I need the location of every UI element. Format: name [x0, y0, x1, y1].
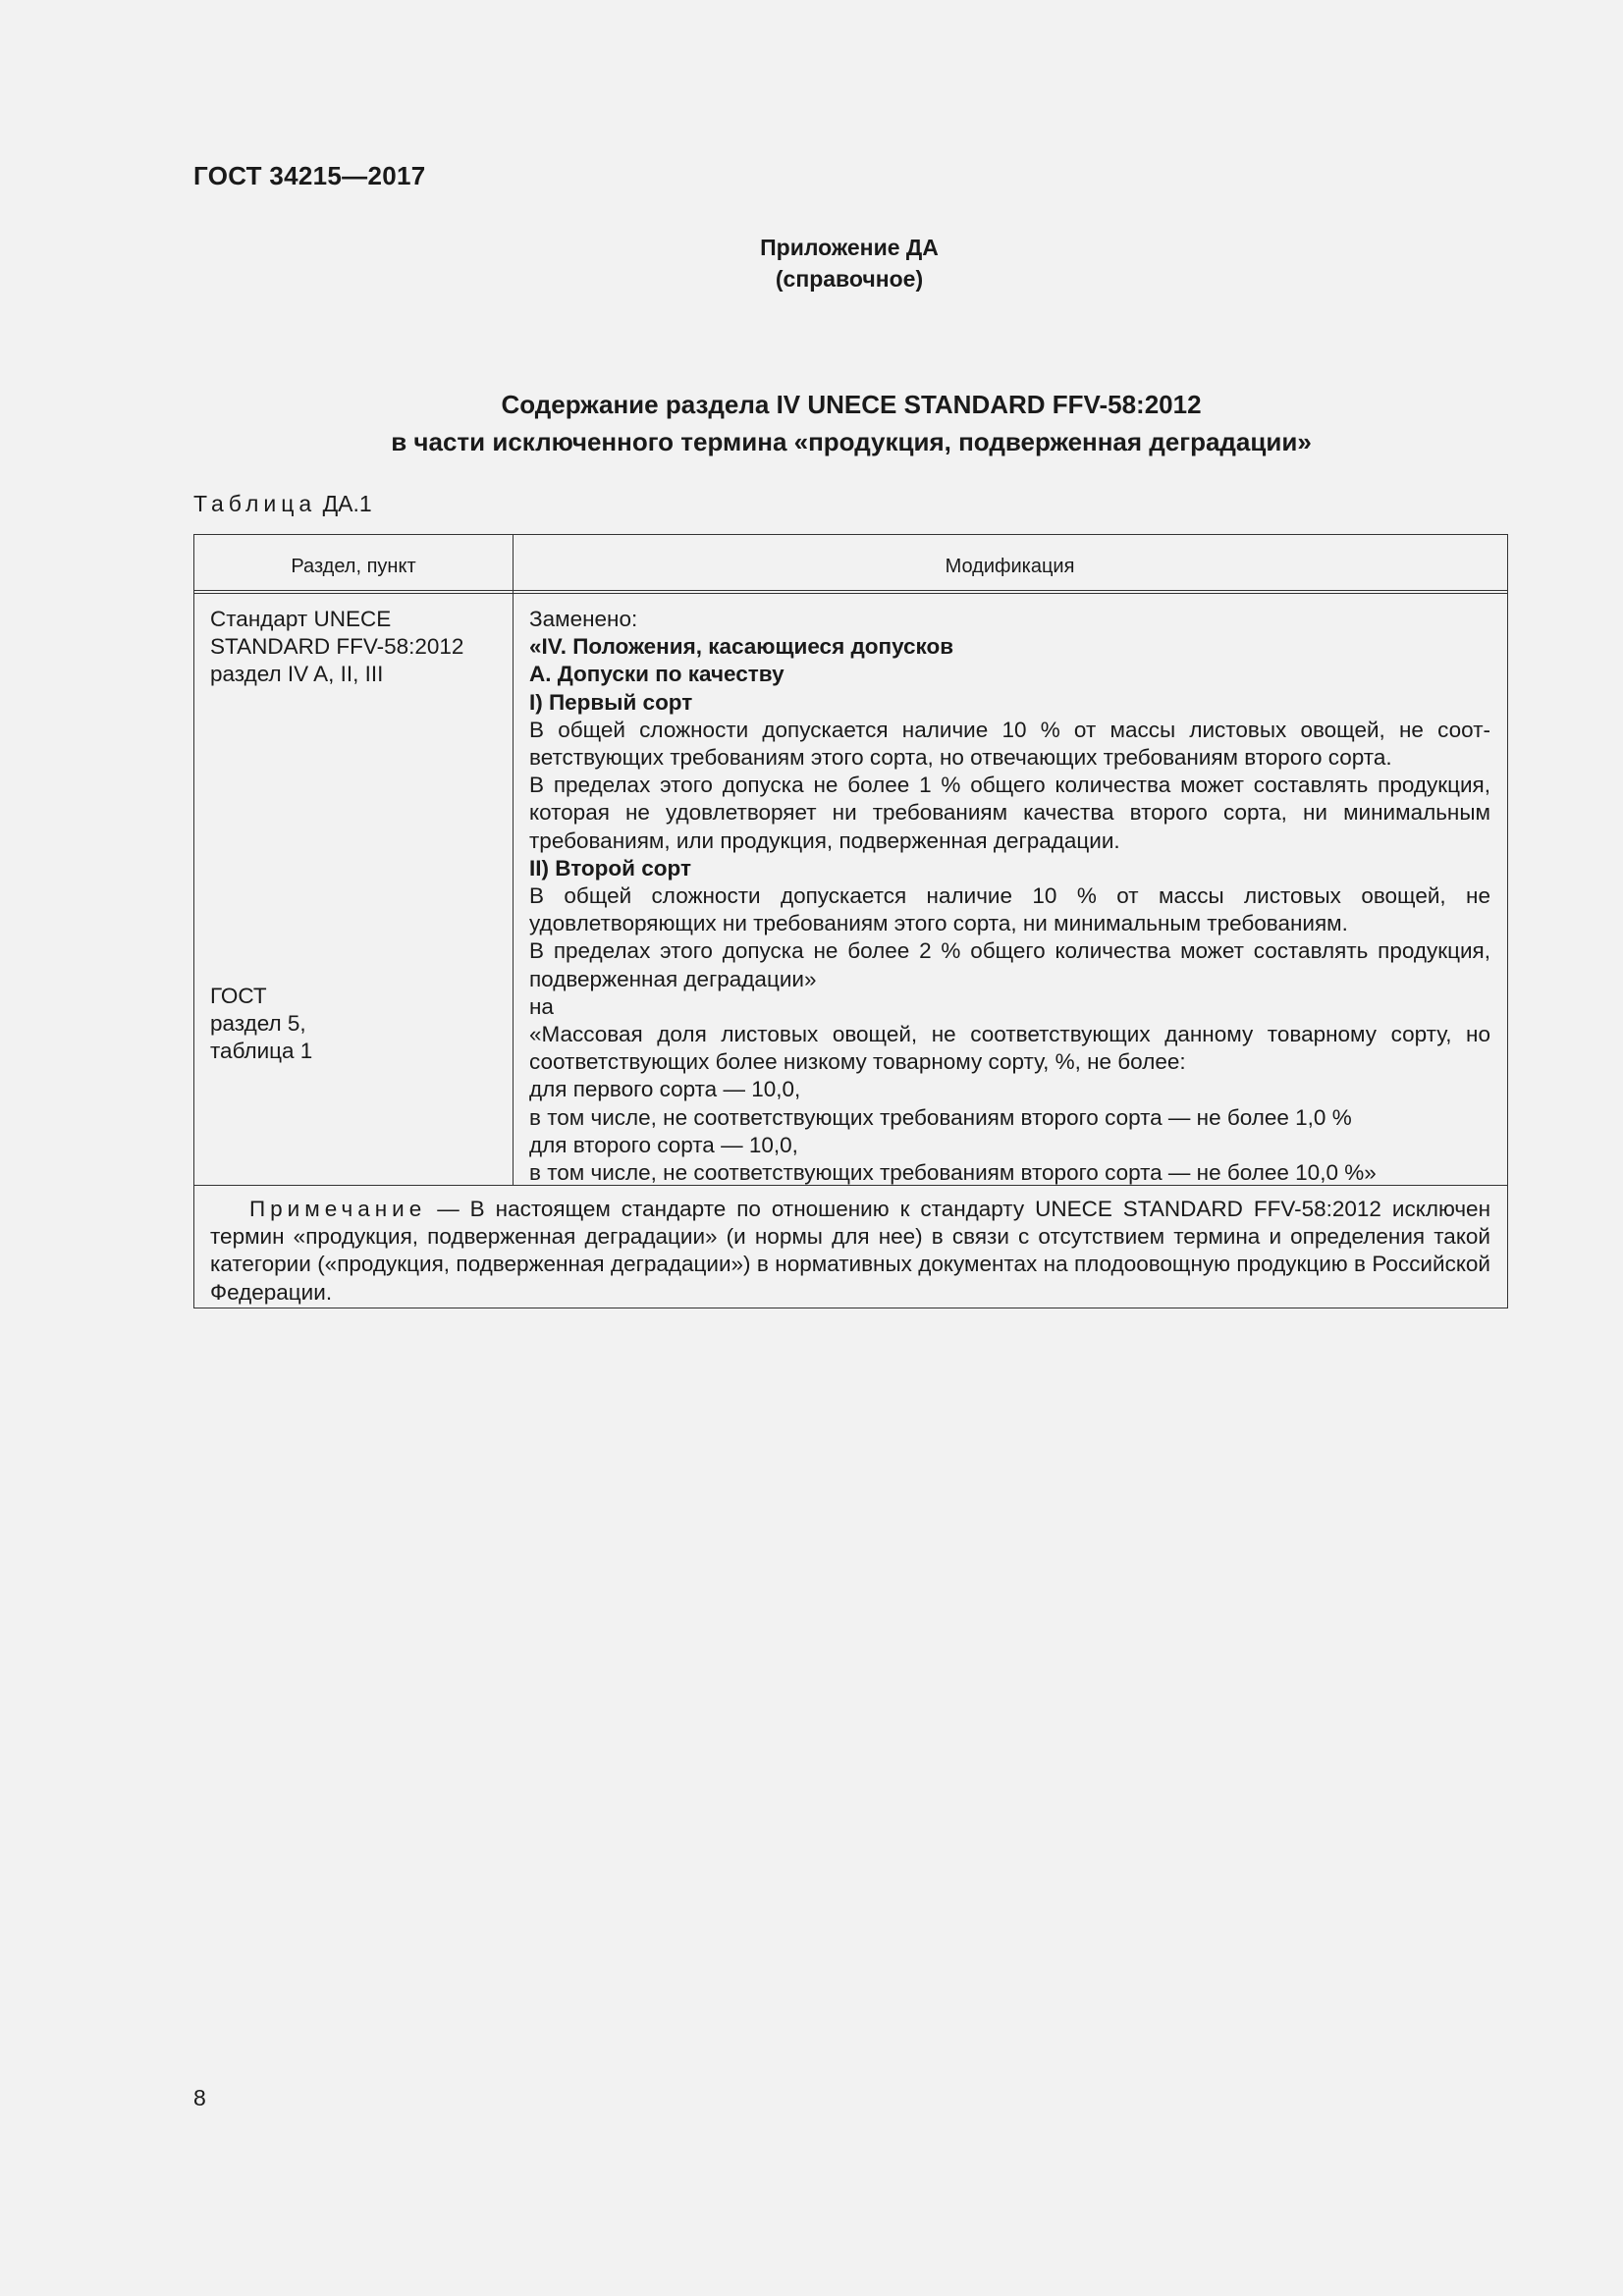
section-reference-gost	[210, 983, 312, 1066]
first-grade-paragraph: В общей сложности допускается наличие 10 % от массы листовых овощей, не соответствующих требованиям этого сорта, но отвечающих требованиям второго сорта.	[529, 717, 1490, 771]
note-label: Примечание	[249, 1197, 427, 1221]
table-caption-prefix: Таблица	[193, 491, 317, 516]
new-text-line: для первого сорта — 10,0,	[529, 1077, 801, 1102]
section-reference-line: ГОСТ	[210, 984, 267, 1008]
appendix-title: Приложение ДА	[760, 235, 939, 260]
new-text-line: в том числе, не соответствующих требованиям второго сорта — не более 10,0 %»	[529, 1160, 1377, 1186]
document-code: ГОСТ 34215—2017	[193, 161, 426, 190]
table-note	[210, 1196, 1490, 1307]
column-divider	[513, 535, 514, 1185]
table-caption-number: ДА.1	[322, 491, 372, 516]
section-title	[193, 386, 1509, 460]
section-cell	[210, 606, 505, 1185]
replacement-marker: на	[529, 993, 554, 1019]
page-number: 8	[193, 2085, 206, 2110]
header-modification: Модификация	[945, 556, 1075, 577]
heading-second-grade: II) Второй сорт	[529, 855, 691, 881]
section-title-line-1: Содержание раздела IV UNECE STANDARD FFV-58:2012	[501, 390, 1202, 419]
section-reference-line: STANDARD FFV-58:2012	[210, 634, 464, 660]
heading-a: A. Допуски по качеству	[529, 662, 784, 687]
section-reference-line: раздел 5,	[210, 1011, 306, 1037]
new-text-line: для второго сорта — 10,0,	[529, 1132, 798, 1157]
new-text-paragraph: «Массовая доля листовых овощей, не соответствующих данному товарному сорту, но соответствующих более низкому товарному сорту, %, не более:	[529, 1022, 1490, 1075]
section-reference-line: таблица 1	[210, 1039, 313, 1064]
heading-iv: «IV. Положения, касающиеся допусков	[529, 634, 954, 660]
section-title-line-2: в части исключенного термина «продукция, подверженная деградации»	[391, 427, 1312, 456]
table-caption	[193, 491, 372, 517]
second-grade-paragraph: В пределах этого допуска не более 2 % общего количества может составлять продукция, подверженная деградации»	[529, 938, 1490, 991]
modification-cell	[529, 606, 1490, 1187]
note-text: — В настоящем стандарте по отношению к стандарту UNECE STANDARD FFV-58:2012 исключен термин «продукция, подверженная деградации» (и нормы для нее) в связи с отсутствием термина и определения такой категории («продукция, подверженная деградации») в нормативных документах на плодоовощную продукцию в Российской Федерации.	[210, 1197, 1490, 1305]
header-section: Раздел, пункт	[291, 556, 416, 577]
table-note-row	[194, 1185, 1507, 1308]
new-text-line: в том числе, не соответствующих требованиям второго сорта — не более 1,0 %	[529, 1104, 1352, 1130]
second-grade-paragraph: В общей сложности допускается наличие 10 % от массы листовых овощей, не удовлетворяющих ни требованиям этого сорта, ни минимальным требованиям.	[529, 883, 1490, 936]
section-reference-line: раздел IV A, II, III	[210, 662, 384, 687]
modification-table	[193, 534, 1508, 1308]
section-reference-standard	[210, 606, 505, 689]
first-grade-paragraph: В пределах этого допуска не более 1 % общего количества может составлять продукция, которая не удовлетворяет ни требованиям качества второго сорта, ни минимальным требованиям, или продукция, подверженная деградации.	[529, 773, 1490, 853]
appendix-heading	[0, 232, 1623, 294]
heading-first-grade: I) Первый сорт	[529, 689, 693, 715]
appendix-subtitle: (справочное)	[775, 266, 924, 292]
replaced-label: Заменено:	[529, 607, 638, 631]
section-reference-line: Стандарт UNECE	[210, 607, 392, 631]
table-header-row	[194, 535, 1507, 594]
